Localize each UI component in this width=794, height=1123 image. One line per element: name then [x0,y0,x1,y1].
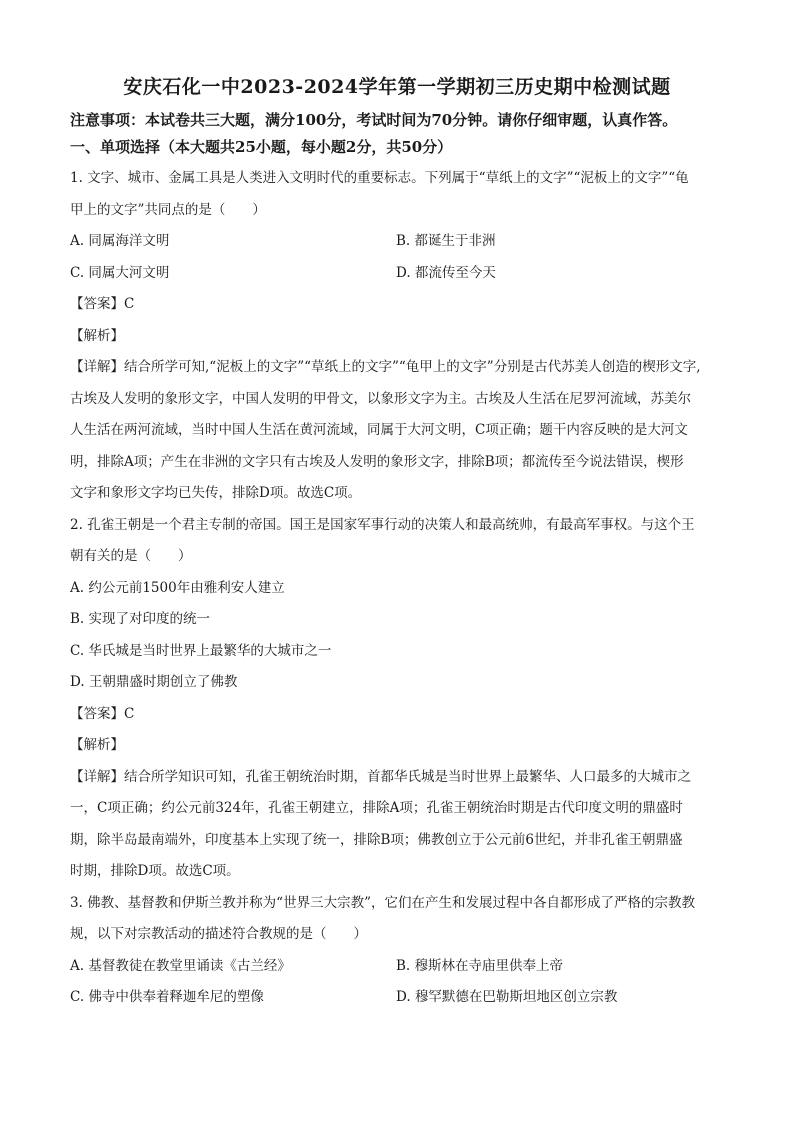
question-2-detail-line-1: 【详解】结合所学知识可知，孔雀王朝统治时期，首都华氏城是当时世界上最繁华、人口最多的大城市之 [70,768,691,785]
question-2-option-c: C. 华氏城是当时世界上最繁华的大城市之一 [70,642,332,659]
question-3-option-b: B. 穆斯林在寺庙里供奉上帝 [396,957,564,974]
question-1-option-b: B. 都诞生于非洲 [396,233,496,249]
question-1-detail-line-2: 古埃及人发明的象形文字，中国人发明的甲骨文，以象形文字为主。古埃及人生活在尼罗河流域，苏美尔 [70,390,691,407]
question-2-stem-line-1: 2. 孔雀王朝是一个君主专制的帝国。国王是国家军事行动的决策人和最高统帅，有最高军事权。与这个王 [70,516,695,533]
question-1-detail-line-4: 明，排除A项；产生在非洲的文字只有古埃及人发明的象形文字，排除B项；都流传至今说法错误，楔形 [70,453,684,470]
question-1-detail-line-1: 【详解】结合所学可知,“泥板上的文字”“草纸上的文字”“龟甲上的文字”分别是古代苏美人创造的楔形文字, [70,359,701,375]
question-2-option-b: B. 实现了对印度的统一 [70,611,211,627]
question-2-detail-line-2: 一，C项正确；约公元前324年，孔雀王朝建立，排除A项；孔雀王朝统治时期是古代印度文明的鼎盛时 [70,800,683,816]
question-1-options-row-1 [70,226,724,258]
question-1-detail-line-5: 文字和象形文字均已失传，排除D项。故选C项。 [70,485,362,501]
question-1-option-a: A. 同属海洋文明 [70,233,170,249]
question-1-options-row-2 [70,258,724,290]
question-3-option-a: A. 基督教徒在教堂里诵读《古兰经》 [70,957,291,974]
question-2-detail-line-3: 期，除半岛最南端外，印度基本上实现了统一，排除B项；佛教创立于公元前6世纪，并非孔雀王朝鼎盛 [70,831,683,848]
question-1-option-d: D. 都流传至今天 [396,264,496,281]
question-1-stem-line-1: 1. 文字、城市、金属工具是人类进入文明时代的重要标志。下列属于“草纸上的文字”“泥板上的文字”“龟 [70,170,689,186]
question-2-option-d: D. 王朝鼎盛时期创立了佛教 [70,674,238,690]
question-2-option-a: A. 约公元前1500年由雅利安人建立 [70,579,285,596]
question-1 [70,163,724,510]
question-2 [70,510,724,888]
question-3-stem-line-1: 3. 佛教、基督教和伊斯兰教并称为“世界三大宗教”，它们在产生和发展过程中各自都形成了严格的宗教教 [70,894,695,911]
question-3-option-c: C. 佛寺中供奉着释迦牟尼的塑像 [70,989,264,1005]
question-1-detail-line-3: 人生活在两河流域，当时中国人生活在黄河流域，同属于大河文明，C项正确；题干内容反映的是大河文 [70,422,688,438]
question-3-options-row-1 [70,951,724,983]
question-3-option-d: D. 穆罕默德在巴勒斯坦地区创立宗教 [396,989,618,1005]
question-1-answer: 【答案】C [70,296,135,312]
question-2-answer: 【答案】C [70,705,135,722]
question-3 [70,888,724,1014]
question-3-options-row-2 [70,982,724,1014]
question-2-detail-line-4: 时期，排除D项。故选C项。 [70,863,240,879]
exam-notice: 注意事项：本试卷共三大题，满分100分，考试时间为70分钟。请你仔细审题，认真作答。 [70,111,678,129]
question-2-analysis-label: 【解析】 [70,737,124,753]
page-title: 安庆石化一中2023-2024学年第一学期初三历史期中检测试题 [123,76,671,98]
question-1-analysis-label: 【解析】 [70,327,124,344]
section-heading: 一、单项选择（本大题共25小题，每小题2分，共50分） [70,138,453,156]
question-1-option-c: C. 同属大河文明 [70,264,170,281]
question-1-stem-line-2: 甲上的文字”共同点的是（ ） [70,201,266,218]
question-3-stem-line-2: 规，以下对宗教活动的描述符合教规的是（ ） [70,926,367,942]
question-2-stem-line-2: 朝有关的是（ ） [70,548,192,564]
